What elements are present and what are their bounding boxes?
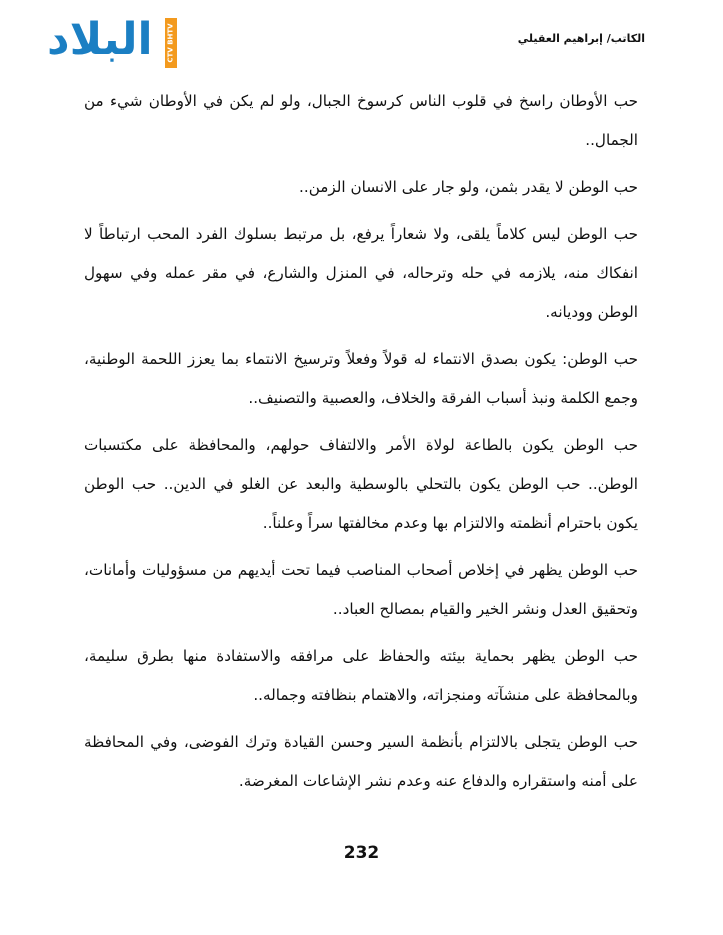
paragraph-3: حب الوطن ليس كلاماً يلقى، ولا شعاراً يرفع، بل مرتبط بسلوك الفرد المحب ارتباطاً لا انفكاك منه، يلازمه في حله وترحاله، في المنزل والشارع، في مقر عمله وفي سهول الوطن ووديانه. [84, 225, 638, 321]
paragraph-4: حب الوطن: يكون بصدق الانتماء له قولاً وفعلاً وترسيخ الانتماء بما يعزز اللحمة الوطنية، وجمع الكلمة ونبذ أسباب الفرقة والخلاف، والعصبية والتصنيف.. [84, 350, 638, 407]
paragraph-6: حب الوطن يظهر في إخلاص أصحاب المناصب فيما تحت أيديهم من مسؤوليات وأمانات، وتحقيق العدل ونشر الخير والقيام بمصالح العباد.. [84, 561, 638, 618]
paragraph-2: حب الوطن لا يقدر بثمن، ولو جار على الانسان الزمن.. [299, 178, 638, 196]
paragraph-8: حب الوطن يتجلى بالالتزام بأنظمة السير وحسن القيادة وترك الفوضى، وفي المحافظة على أمنه واستقراره والدفاع عنه وعدم نشر الإشاعات المغرضة. [84, 733, 638, 790]
paragraph-5: حب الوطن يكون بالطاعة لولاة الأمر والالتفاف حولهم، والمحافظة على مكتسبات الوطن.. حب الوطن يكون بالتحلي بالوسطية والبعد عن الغلو في الدين.. حب الوطن يكون باحترام أنظمته والالتزام بها وعدم مخالفتها سراً وعلناً.. [84, 436, 638, 532]
logo-wordmark: البلاد [47, 14, 153, 65]
article-body [84, 82, 638, 809]
albilad-logo [47, 12, 179, 74]
paragraph-7: حب الوطن يظهر بحماية بيئته والحفاظ على مرافقه والاستفادة منها بطرق سليمة، وبالمحافظة على منشآته ومنجزاته، والاهتمام بنظافته وجماله.. [84, 647, 638, 704]
paragraph-1: حب الأوطان راسخ في قلوب الناس كرسوخ الجبال، ولو لم يكن في الأوطان شيء من الجمال.. [84, 92, 638, 149]
logo-tv-tag: CTV BHTV [165, 18, 177, 68]
author-line: الكاتب/ إبراهيم العقيلي [517, 32, 645, 45]
page-number: 232 [343, 843, 380, 863]
